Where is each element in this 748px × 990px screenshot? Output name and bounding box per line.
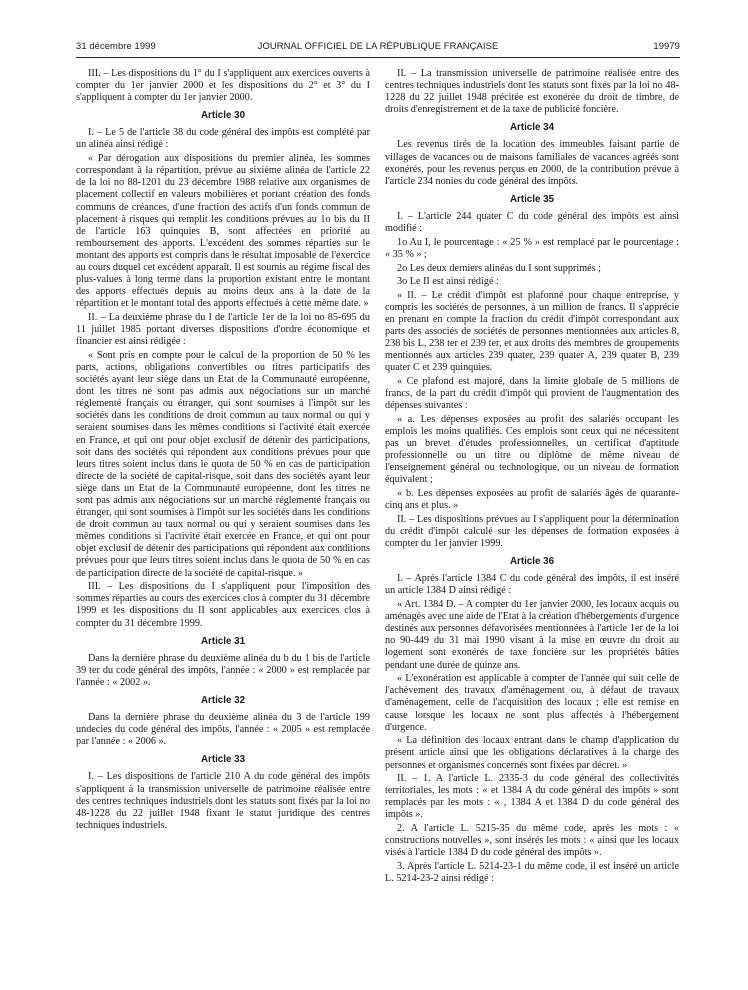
paragraph: I. – Les dispositions de l'article 210 A du code général des impôts s'appliquent à la transmission universelle de patrimoine réalisée entre des centres techniques industriels dont les statuts sont fixés par la loi no 48-1228 du 22 juillet 1948 fixant le statut juridique des centres techniques industriels. [76,771,370,831]
paragraph: Dans la dernière phrase du deuxième alinéa du 3 de l'article 199 undecies du code général des impôts, l'année : « 2005 » est remplacée par l'année : « 2006 ». [76,712,370,748]
header-date: 31 décembre 1999 [76,40,156,51]
paragraph: « La définition des locaux entrant dans le champ d'application du présent article ainsi que les obligations déclaratives à la charge des personnes et organismes concernés sont fixées par décret. » [385,735,679,771]
article-heading: Article 33 [200,754,246,766]
paragraph: Les revenus tirés de la location des immeubles faisant partie de villages de vacances ou de maisons familiales de vacances agréés sont exonérés, pour les revenus perçus en 2000, de la contribution prévue à l'article 234 nonies du code général des impôts. [385,139,679,187]
paragraph: II. – 1. A l'article L. 2335-3 du code général des collectivités territoriales, les mots : « et 1384 A du code général des impôts » sont remplacés par les mots : « , 1384 A et 1384 D du code général des impôts ». [385,773,679,821]
left-column [76,68,370,834]
paragraph: III. – Les dispositions du 1° du I s'appliquent aux exercices ouverts à compter du 1er janvier 2000 et les dispositions du 2° et 3° du I s'appliquent à compter du 1er janvier 2000. [76,68,370,104]
paragraph: 2o Les deux derniers alinéas du I sont supprimés ; [397,262,601,274]
paragraph: II. – Les dispositions prévues au I s'appliquent pour la détermination du crédit d'impôt calculé sur les dépenses de formation exposées à compter du 1er janvier 1999. [385,513,679,550]
paragraph: II. – La transmission universelle de patrimoine réalisée entre des centres techniques industriels dont les statuts sont fixés par la loi no 48-1228 du 22 juillet 1948 précitée est exonérée du droit de timbre, de droits d'enregistrement et de la taxe de publicité foncière. [385,68,679,116]
article-heading: Article 36 [509,556,555,568]
paragraph: 3. Après l'article L. 5214-23-1 du même code, il est inséré un article L. 5214-23-2 ainsi rédigé : [385,861,679,885]
paragraph: « Sont pris en compte pour le calcul de la proportion de 50 % les parts, actions, obligations convertibles ou titres participatifs des sociétés ayant leur siège dans un Etat de la Communauté européenne, dont les titres ne sont pas admis aux négociations sur un marché réglementé français ou étranger, qui sont soumises à l'impôt sur les sociétés dans les conditions de droit commun au taux normal ou qui y seraient soumises dans les mêmes conditions si l'activité était exercée en France, et qui ont pour objet exclusif de détenir des participations, soit dans des sociétés qui répondent aux conditions prévues pour que leurs titres soient inclus dans le quota de 50 % en cas de participation directe de la société de capital-risque, soit dans des sociétés ayant leur siège dans un Etat de la Communauté européenne, dont les titres ne sont pas admis aux négociations sur un marché réglementé français ou étranger, qui sont soumises à l'impôt sur les sociétés dans les conditions de droit commun au taux normal ou qui y seraient soumises dans les mêmes conditions si l'activité était exercée en France, et qui ont pour objet exclusif de détenir des participations qui répondent aux conditions prévues pour que leurs titres soient inclus dans le quota de 50 % en cas de participation directe de la société de capital-risque. » [76,349,370,579]
paragraph: « Par dérogation aux dispositions du premier alinéa, les sommes correspondant à la répartition, prévue au sixième alinéa de l'article 22 de la loi no 88-1201 du 23 décembre 1988 relative aux organismes de placement collectif en valeurs mobilières et portant création des fonds communs de créances, d'une fraction des actifs d'un fonds commun de placement à risques qui remplit les conditions prévues au 1o bis du II de l'article 163 quinquies B, sont affectées en priorité au remboursement des apports. L'excédent des sommes réparties sur le montant des apports est compris dans le résultat imposable de l'exercice au cours duquel cet excédent apparaît. Il est soumis au régime fiscal des plus-values à long terme dans la proportion existant entre le montant des apports effectués depuis au moins deux ans à la date de la répartition et le montant total des apports effectués à cette même date. » [76,153,370,310]
paragraph: 3o Le II est ainsi rédigé : [397,276,499,288]
paragraph: « Ce plafond est majoré, dans la limite globale de 5 millions de francs, de la part du crédit d'impôt qui provient de l'augmentation des dépenses suivantes : [385,376,679,412]
paragraph: I. – Le 5 de l'article 38 du code général des impôts est complété par un alinéa ainsi rédigé : [76,127,370,151]
right-column [385,68,679,887]
paragraph: « a. Les dépenses exposées au profit des salariés occupant les emplois les moins qualifiés. Ces emplois sont ceux qui ne nécessitent pas un brevet d'études professionnelles, un certificat d'aptitude professionnelle ou un titre ou diplôme de même niveau de l'enseignement général ou technologique, ou un niveau de formation équivalent ; [385,414,679,486]
article-heading: Article 31 [200,635,246,647]
page-header [76,40,680,54]
paragraph: I. – Après l'article 1384 C du code général des impôts, il est inséré un article 1384 D ainsi rédigé : [385,573,679,597]
paragraph: « II. – Le crédit d'impôt est plafonné pour chaque entreprise, y compris les sociétés de personnes, à un million de francs. Il s'apprécie en prenant en compte la fraction du crédit d'impôt correspondant aux parts des associés de sociétés de personnes mentionnées aux articles 8, 238 bis L, 238 ter et 239 ter, et aux droits des membres de groupements mentionnés aux articles 239 quater, 239 quater A, 239 quater B, 239 quater C et 239 quinquies. [385,289,679,374]
article-heading: Article 34 [509,122,555,134]
paragraph: « Art. 1384 D. – A compter du 1er janvier 2000, les locaux acquis ou aménagés avec une aide de l'Etat à la création d'hébergements d'urgence destinés aux personnes défavorisées mentionnées à l'article 1er de la loi no 90-449 du 31 mai 1990 visant à la mise en œuvre du droit au logement sont exonérés de taxe foncière sur les propriétés bâties pendant une durée de quinze ans. [385,599,679,671]
paragraph: III. – Les dispositions du I s'appliquent pour l'imposition des sommes réparties au cours des exercices clos à compter du 31 décembre 1999 et les dispositions du II sont applicables aux exercices clos à compter du 31 décembre 1999. [76,581,370,629]
article-heading: Article 32 [200,694,246,706]
paragraph: II. – La deuxième phrase du I de l'article 1er de la loi no 85-695 du 11 juillet 1985 portant diverses dispositions d'ordre économique et financier est ainsi rédigée : [76,311,370,348]
header-rule [76,57,680,58]
header-journal-title: JOURNAL OFFICIEL DE LA RÉPUBLIQUE FRANÇAISE [257,40,499,51]
article-heading: Article 35 [509,193,555,205]
paragraph: 1o Au I, le pourcentage : « 25 % » est remplacé par le pourcentage : « 35 % » ; [385,236,679,260]
paragraph: « b. Les dépenses exposées au profit de salariés âgés de quarante-cinq ans et plus. » [385,488,679,512]
paragraph: I. – L'article 244 quater C du code général des impôts est ainsi modifié : [385,210,679,235]
paragraph: Dans la dernière phrase du deuxième alinéa du b du 1 bis de l'article 39 ter du code général des impôts, l'année : « 2000 » est remplacée par l'année : « 2002 ». [76,652,370,688]
paragraph: « L'exonération est applicable à compter de l'année qui suit celle de l'achèvement des travaux d'aménagement ou, à défaut de travaux d'aménagement, celle de l'acquisition des locaux ; elle est remise en cause lorsque les locaux ne sont plus affectés à l'hébergement d'urgence. [385,673,679,733]
paragraph: 2. A l'article L. 5215-35 du même code, après les mots : « constructions nouvelles », sont insérés les mots : « ainsi que les locaux visés à l'article 1384 D du code général des impôts ». [385,823,679,859]
header-page-number: 19979 [653,40,680,51]
article-heading: Article 30 [200,110,246,122]
